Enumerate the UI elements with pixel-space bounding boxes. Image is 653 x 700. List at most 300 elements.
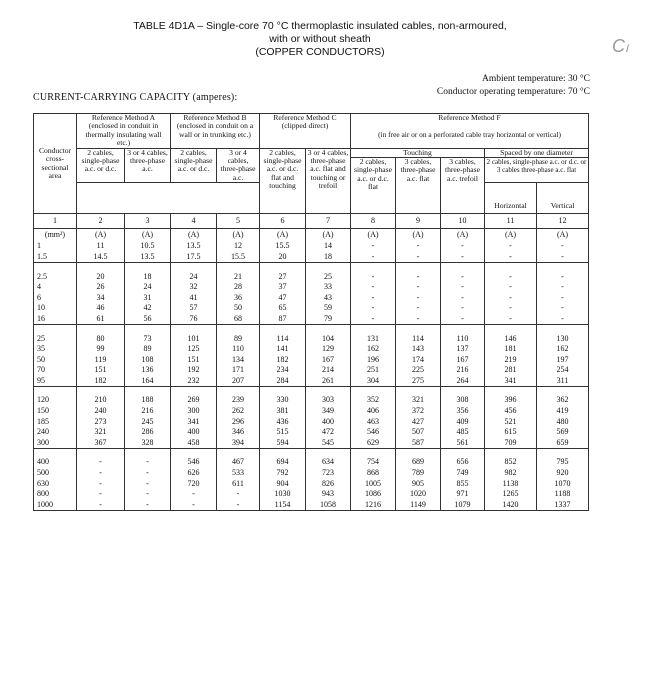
capacity-cell: 125 [171,344,217,355]
gap-cell [171,449,217,458]
capacity-cell: 18 [125,271,171,282]
capacity-cell: 1188 [537,489,589,500]
column-number-row-cell: 5 [217,214,260,229]
gap-cell [217,263,260,272]
capacity-cell: 852 [485,457,537,468]
capacity-cell: - [171,500,217,511]
capacity-cell: 546 [351,427,396,438]
gap-cell [351,325,396,334]
capacity-cell: 1058 [306,500,351,511]
capacity-cell: - [396,271,441,282]
capacity-cell: 207 [217,376,260,387]
capacity-cell: 1079 [441,500,485,511]
capacity-cell: - [485,293,537,304]
capacity-cell: 904 [260,479,306,490]
gap-cell [217,387,260,396]
gap-cell [306,387,351,396]
capacity-cell: 101 [171,333,217,344]
capacity-cell: 251 [351,365,396,376]
cross-section-cell: 120 [34,395,77,406]
ref-method-f-header: Reference Method F [351,114,589,131]
capacity-cell: 427 [396,417,441,428]
cross-section-cell: 10 [34,303,77,314]
capacity-cell: 76 [171,314,217,325]
capacity-cell: 89 [125,344,171,355]
capacity-cell: 12 [217,241,260,252]
capacity-cell: 32 [171,282,217,293]
capacity-cell: - [396,241,441,252]
capacity-cell: 130 [537,333,589,344]
capacity-cell: 225 [396,365,441,376]
column-number-row-cell: 8 [351,214,396,229]
gap-cell [34,325,77,334]
cross-section-cell: 16 [34,314,77,325]
capacity-cell: 27 [260,271,306,282]
capacity-cell: - [441,314,485,325]
capacity-cell: 709 [485,438,537,449]
header-row-1 [34,114,589,131]
capacity-cell: - [441,303,485,314]
column-number-row-cell: 11 [485,214,537,229]
table-row [34,252,589,263]
cross-section-cell: 800 [34,489,77,500]
capacity-cell: 33 [306,282,351,293]
column-number-row-cell: 4 [171,214,217,229]
col-4-header: 2 cables, single-phase a.c. or d.c. [171,148,217,183]
capacity-cell: 240 [77,406,125,417]
capacity-cell: 234 [260,365,306,376]
capacity-cell: 396 [485,395,537,406]
capacity-cell: 694 [260,457,306,468]
capacity-cell: 1420 [485,500,537,511]
gap-cell [260,449,306,458]
column-number-row-cell: 10 [441,214,485,229]
ref-method-b-header: Reference Method B (enclosed in conduit on a wall or in trunking etc.) [171,114,260,149]
column-number-row-cell: 1 [34,214,77,229]
capacity-cell: 905 [396,479,441,490]
capacity-cell: 254 [537,365,589,376]
cross-section-cell: 185 [34,417,77,428]
capacity-cell: 216 [441,365,485,376]
capacity-cell: 1216 [351,500,396,511]
gap-cell [441,263,485,272]
capacity-cell: 826 [306,479,351,490]
capacity-cell: 137 [441,344,485,355]
vertical-header: Vertical [537,183,589,214]
cross-section-cell: 35 [34,344,77,355]
capacity-cell: 25 [306,271,351,282]
gap-cell [485,263,537,272]
column-number-row-cell: 2 [77,214,125,229]
gap-cell [537,387,589,396]
capacity-cell: 615 [485,427,537,438]
capacity-cell: 349 [306,406,351,417]
gap-cell [485,325,537,334]
table-row [34,365,589,376]
capacity-cell: 286 [125,427,171,438]
unit-row-cell: (A) [171,229,217,242]
col-11-12-header: 2 cables, single-phase a.c. or d.c. or 3 cables three-phase a.c. flat [485,158,589,183]
capacity-cell: 275 [396,376,441,387]
capacity-cell: 855 [441,479,485,490]
capacity-cell: 626 [171,468,217,479]
col-8-header: 2 cables, single-phase a.c. or d.c. flat [351,158,396,214]
gap-cell [351,263,396,272]
capacity-cell: 26 [77,282,125,293]
capacity-cell: - [77,489,125,500]
unit-row-cell: (A) [396,229,441,242]
capacity-cell: 587 [396,438,441,449]
ref-method-f-subtitle: (in free air or on a perforated cable tray horizontal or vertical) [351,131,589,148]
capacity-cell: 372 [396,406,441,417]
capacity-cell: - [396,293,441,304]
capacity-cell: 507 [396,427,441,438]
column-number-row [34,214,589,229]
capacity-cell: - [441,252,485,263]
gap-cell [485,387,537,396]
col-10-header: 3 cables, three-phase a.c. trefoil [441,158,485,214]
capacity-cell: 114 [260,333,306,344]
capacity-cell: 296 [217,417,260,428]
capacity-cell: - [77,479,125,490]
capacity-cell: - [351,293,396,304]
capacity-cell: 346 [217,427,260,438]
capacity-cell: 79 [306,314,351,325]
spaced-header: Spaced by one diameter [485,148,589,157]
capacity-cell: 341 [485,376,537,387]
group-gap [34,449,589,458]
capacity-cell: 308 [441,395,485,406]
gap-cell [77,325,125,334]
table-row [34,355,589,366]
conductor-area-header: Conductor cross-sectional area [34,114,77,214]
capacity-cell: 1154 [260,500,306,511]
capacity-cell: 467 [217,457,260,468]
capacity-cell: 151 [77,365,125,376]
capacity-cell: 436 [260,417,306,428]
capacity-cell: - [485,303,537,314]
ref-method-c-header: Reference Method C (clipped direct) [260,114,351,149]
gap-cell [537,263,589,272]
capacity-cell: 182 [77,376,125,387]
gap-cell [260,387,306,396]
cross-section-cell: 240 [34,427,77,438]
capacity-cell: 321 [396,395,441,406]
table-row [34,314,589,325]
capacity-cell: - [441,293,485,304]
capacity-cell: - [396,282,441,293]
capacity-cell: 210 [77,395,125,406]
capacity-cell: 68 [217,314,260,325]
capacity-cell: 59 [306,303,351,314]
cross-section-cell: 300 [34,438,77,449]
touching-header: Touching [351,148,485,157]
capacity-cell: - [351,314,396,325]
capacity-cell: 245 [125,417,171,428]
capacity-cell: 262 [217,406,260,417]
gap-cell [125,325,171,334]
capacity-cell: - [441,271,485,282]
table-row [34,427,589,438]
capacity-cell: - [125,457,171,468]
capacity-cell: 143 [396,344,441,355]
column-number-row-cell: 3 [125,214,171,229]
capacity-cell: 131 [351,333,396,344]
cross-section-cell: 50 [34,355,77,366]
unit-row-cell: (mm²) [34,229,77,242]
capacity-cell: - [351,252,396,263]
capacity-cell: 20 [77,271,125,282]
capacity-cell: 300 [171,406,217,417]
cross-section-cell: 6 [34,293,77,304]
capacity-cell: 182 [260,355,306,366]
capacity-cell: 65 [260,303,306,314]
capacity-cell: - [77,500,125,511]
capacity-cell: 400 [171,427,217,438]
gap-cell [306,449,351,458]
capacity-cell: 239 [217,395,260,406]
capacity-cell: 34 [77,293,125,304]
capacity-cell: 982 [485,468,537,479]
column-number-row-cell: 9 [396,214,441,229]
capacity-cell: 720 [171,479,217,490]
capacity-cell: 214 [306,365,351,376]
capacity-cell: 151 [171,355,217,366]
gap-cell [34,449,77,458]
table-title [60,20,580,59]
cross-section-cell: 630 [34,479,77,490]
capacity-cell: 174 [396,355,441,366]
capacity-cell: - [485,271,537,282]
unit-row-cell: (A) [537,229,589,242]
capacity-cell: 167 [441,355,485,366]
capacity-cell: - [485,314,537,325]
capacity-cell: 533 [217,468,260,479]
capacity-cell: 594 [260,438,306,449]
capacity-cell: 1138 [485,479,537,490]
cross-section-cell: 70 [34,365,77,376]
capacity-cell: 456 [485,406,537,417]
ambient-conditions [437,73,590,99]
capacity-cell: 406 [351,406,396,417]
gap-cell [260,263,306,272]
capacity-cell: - [351,282,396,293]
gap-cell [485,449,537,458]
capacity-cell: 15.5 [260,241,306,252]
capacity-cell: - [125,468,171,479]
capacity-cell: 14.5 [77,252,125,263]
capacity-cell: 104 [306,333,351,344]
gap-cell [396,263,441,272]
capacity-cell: 971 [441,489,485,500]
capacity-cell: - [125,500,171,511]
cross-section-cell: 500 [34,468,77,479]
capacity-cell: 629 [351,438,396,449]
capacity-cell: 87 [260,314,306,325]
unit-row-cell: (A) [260,229,306,242]
capacity-cell: 192 [171,365,217,376]
capacity-cell: 723 [306,468,351,479]
col-5-header: 3 or 4 cables, three-phase a.c. [217,148,260,183]
capacity-cell: - [485,282,537,293]
capacity-cell: 17.5 [171,252,217,263]
capacity-cell: 110 [217,344,260,355]
capacity-cell: 42 [125,303,171,314]
capacity-cell: 480 [537,417,589,428]
capacity-cell: 264 [441,376,485,387]
capacity-cell: 611 [217,479,260,490]
capacity-cell: 162 [351,344,396,355]
header-row-3 [34,148,589,157]
capacity-cell: - [77,468,125,479]
capacity-cell: 472 [306,427,351,438]
capacity-cell: 15.5 [217,252,260,263]
gap-cell [217,325,260,334]
capacity-cell: 13.5 [125,252,171,263]
capacity-cell: 1337 [537,500,589,511]
table-row [34,344,589,355]
capacity-cell: - [217,489,260,500]
column-number-row-cell: 6 [260,214,306,229]
capacity-cell: - [537,303,589,314]
cross-section-cell: 400 [34,457,77,468]
title-line-1: TABLE 4D1A – Single-core 70 °C thermoplastic insulated cables, non-armoured, [133,20,507,32]
gap-cell [77,387,125,396]
gap-cell [441,449,485,458]
col-7-header: 3 or 4 cables, three-phase a.c. flat and touching or trefoil [306,148,351,214]
table-row [34,468,589,479]
capacity-cell: 21 [217,271,260,282]
cross-section-cell: 2.5 [34,271,77,282]
capacity-cell: 546 [171,457,217,468]
capacity-cell: 261 [306,376,351,387]
capacity-cell: 400 [306,417,351,428]
col-9-header: 3 cables, three-phase a.c. flat [396,158,441,214]
horizontal-header: Horizontal [485,183,537,214]
gap-cell [125,263,171,272]
table-row [34,282,589,293]
capacity-cell: - [125,489,171,500]
capacity-cell: 328 [125,438,171,449]
capacity-cell: - [351,271,396,282]
capacity-cell: 20 [260,252,306,263]
capacity-cell: 569 [537,427,589,438]
table-row [34,271,589,282]
capacity-cell: 61 [77,314,125,325]
gap-cell [260,325,306,334]
capacity-cell: 754 [351,457,396,468]
capacity-cell: 795 [537,457,589,468]
capacity-cell: 1149 [396,500,441,511]
table-row [34,406,589,417]
group-gap [34,325,589,334]
table-row [34,333,589,344]
capacity-cell: 31 [125,293,171,304]
unit-row-cell: (A) [441,229,485,242]
gap-cell [306,325,351,334]
group-gap [34,263,589,272]
capacity-cell: - [537,271,589,282]
table-row [34,479,589,490]
handwritten-mark: Cₗ [612,36,628,56]
capacity-cell: 920 [537,468,589,479]
table-row [34,395,589,406]
capacity-cell: - [441,282,485,293]
col-3-header: 3 or 4 cables, three-phase a.c. [125,148,171,183]
capacity-cell: 458 [171,438,217,449]
capacity-cell: 99 [77,344,125,355]
unit-row [34,229,589,242]
capacity-cell: 11 [77,241,125,252]
gap-cell [34,263,77,272]
capacity-cell: 1265 [485,489,537,500]
capacity-cell: 13.5 [171,241,217,252]
capacity-cell: 1086 [351,489,396,500]
capacity-cell: 868 [351,468,396,479]
table-row [34,293,589,304]
capacity-cell: 394 [217,438,260,449]
table-row [34,241,589,252]
col-6-header: 2 cables, single-phase a.c. or d.c. flat and touching [260,148,306,214]
capacity-cell: - [485,241,537,252]
capacity-cell: - [441,241,485,252]
capacity-cell: 56 [125,314,171,325]
capacity-cell: 80 [77,333,125,344]
capacity-label: CURRENT-CARRYING CAPACITY (amperes): [33,92,238,103]
capacity-cell: 47 [260,293,306,304]
col-2-header: 2 cables, single-phase a.c. or d.c. [77,148,125,183]
capacity-cell: 188 [125,395,171,406]
gap-cell [537,449,589,458]
capacity-cell: 419 [537,406,589,417]
gap-cell [396,449,441,458]
capacity-cell: 50 [217,303,260,314]
capacity-cell: 134 [217,355,260,366]
gap-cell [217,449,260,458]
capacity-cell: 1020 [396,489,441,500]
capacity-cell: 14 [306,241,351,252]
table-row [34,376,589,387]
capacity-cell: 269 [171,395,217,406]
unit-row-cell: (A) [351,229,396,242]
capacity-cell: 18 [306,252,351,263]
table-row [34,489,589,500]
cross-section-cell: 1.5 [34,252,77,263]
capacity-cell: 36 [217,293,260,304]
capacity-cell: 273 [77,417,125,428]
capacity-cell: 216 [125,406,171,417]
table-row [34,500,589,511]
group-gap [34,387,589,396]
capacity-cell: 232 [171,376,217,387]
capacity-cell: 943 [306,489,351,500]
table-row [34,457,589,468]
capacity-cell: 545 [306,438,351,449]
capacity-cell: 362 [537,395,589,406]
capacity-cell: 24 [171,271,217,282]
capacity-cell: - [396,303,441,314]
gap-cell [396,325,441,334]
capacity-cell: 515 [260,427,306,438]
capacity-cell: 689 [396,457,441,468]
capacity-cell: 561 [441,438,485,449]
capacity-cell: 24 [125,282,171,293]
capacity-cell: 1070 [537,479,589,490]
capacity-cell: 656 [441,457,485,468]
gap-cell [396,387,441,396]
capacity-cell: 409 [441,417,485,428]
capacity-cell: 219 [485,355,537,366]
